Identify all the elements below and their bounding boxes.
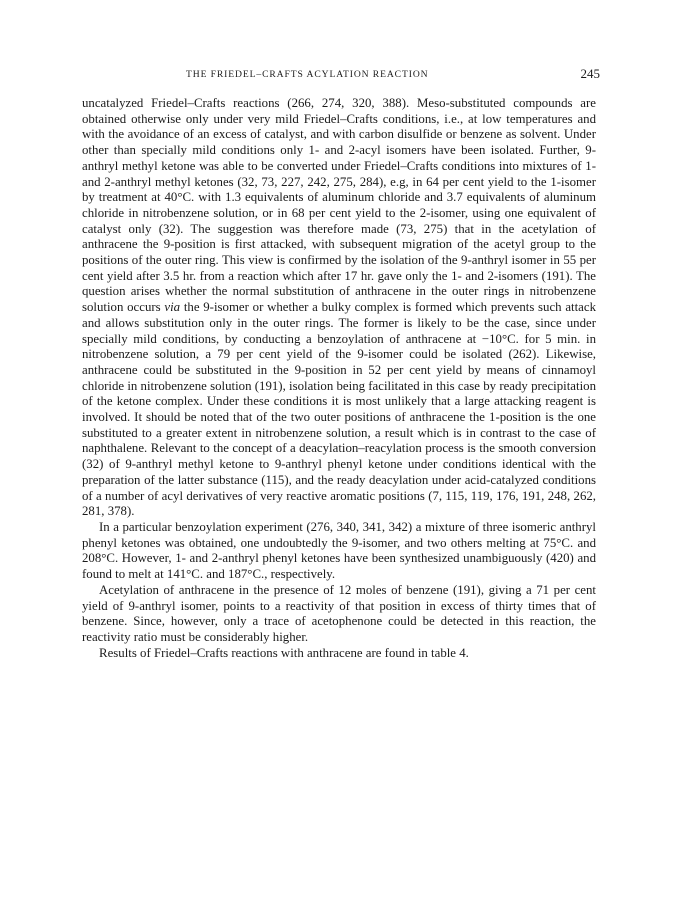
body-text (82, 96, 596, 661)
paragraph-1 (82, 96, 596, 520)
paragraph-3: Acetylation of anthracene in the presence of 12 moles of benzene (191), giving a 71 per cent yield of 9-anthryl isomer, points to a reactivity of that position in excess of thirty times that of benzene. Since, however, only a trace of acetophenone could be detected in this reaction, the reactivity ratio must be considerably higher. (82, 582, 596, 644)
running-head (82, 66, 600, 84)
paragraph-1-italic-via: via (164, 300, 181, 315)
running-title: THE FRIEDEL–CRAFTS ACYLATION REACTION (186, 69, 429, 80)
paragraph-1-text-a: uncatalyzed Friedel–Crafts reactions (266, 274, 320, 388). Meso-substituted compounds are obtained otherwise only under very mild Friedel–Crafts conditions, i.e., at low temperatures and with the avoidance of an excess of catalyst, and with carbon disulfide or benzene as solvent. Under other than specially mild conditions only 1- and 2-acyl isomers have been isolated. Further, 9-anthryl methyl ketone was able to be converted under Friedel–Crafts conditions into mixtures of 1- and 2-anthryl methyl ketones (32, 73, 227, 242, 275, 284), e.g, in 64 per cent yield to the 1-isomer by treatment at 40°C. with 1.3 equivalents of aluminum chloride and 3.7 equivalents of aluminum chloride in nitrobenzene solution, or in 68 per cent yield to the 2-isomer, using one equivalent of catalyst only (32). The suggestion was therefore made (73, 275) that in the acetylation of anthracene the 9-position is first attacked, with subsequent migration of the acetyl group to the positions of the outer ring. This view is confirmed by the isolation of the 9-anthryl isomer in 55 per cent yield after 3.5 hr. from a reaction which after 17 hr. gave only the 1- and 2-isomers (191). The question arises whether the normal substitution of anthracene in the outer rings in nitrobenzene solution occurs (82, 96, 596, 315)
paragraph-1-text-b: the 9-isomer or whether a bulky complex is formed which prevents such attack and allows substitution only in the outer rings. The former is likely to be the case, since under specially mild conditions, by conducting a benzoylation of anthracene at −10°C. for 5 min. in nitrobenzene solution, a 79 per cent yield of the 9-isomer could be isolated (262). Likewise, anthracene could be substituted in the 9-position in 52 per cent yield by means of cinnamoyl chloride in nitrobenzene solution (191), isolation being facilitated in this case by ready precipitation of the ketone complex. Under these conditions it is most unlikely that a large attacking reagent is involved. It should be noted that of the two outer positions of anthracene the 1-position is the one substituted to a greater extent in nitrobenzene solution, a result which is in contrast to the case of naphthalene. Relevant to the concept of a deacylation–reacylation process is the smooth conversion (32) of 9-anthryl methyl ketone to 9-anthryl phenyl ketone under conditions identical with the preparation of the latter substance (115), and the ready deacylation under acid-catalyzed conditions of a number of acyl derivatives of very reactive aromatic positions (7, 115, 119, 176, 191, 248, 262, 281, 378). (82, 300, 596, 519)
paragraph-4: Results of Friedel–Crafts reactions with anthracene are found in table 4. (99, 645, 469, 660)
page-number: 245 (580, 66, 600, 81)
paragraph-2: In a particular benzoylation experiment (276, 340, 341, 342) a mixture of three isomeric anthryl phenyl ketones was obtained, one undoubtedly the 9-isomer, and two others melting at 75°C. and 208°C. However, 1- and 2-anthryl phenyl ketones have been synthesized unambiguously (420) and found to melt at 141°C. and 187°C., respectively. (82, 519, 596, 582)
document-page (82, 66, 600, 661)
